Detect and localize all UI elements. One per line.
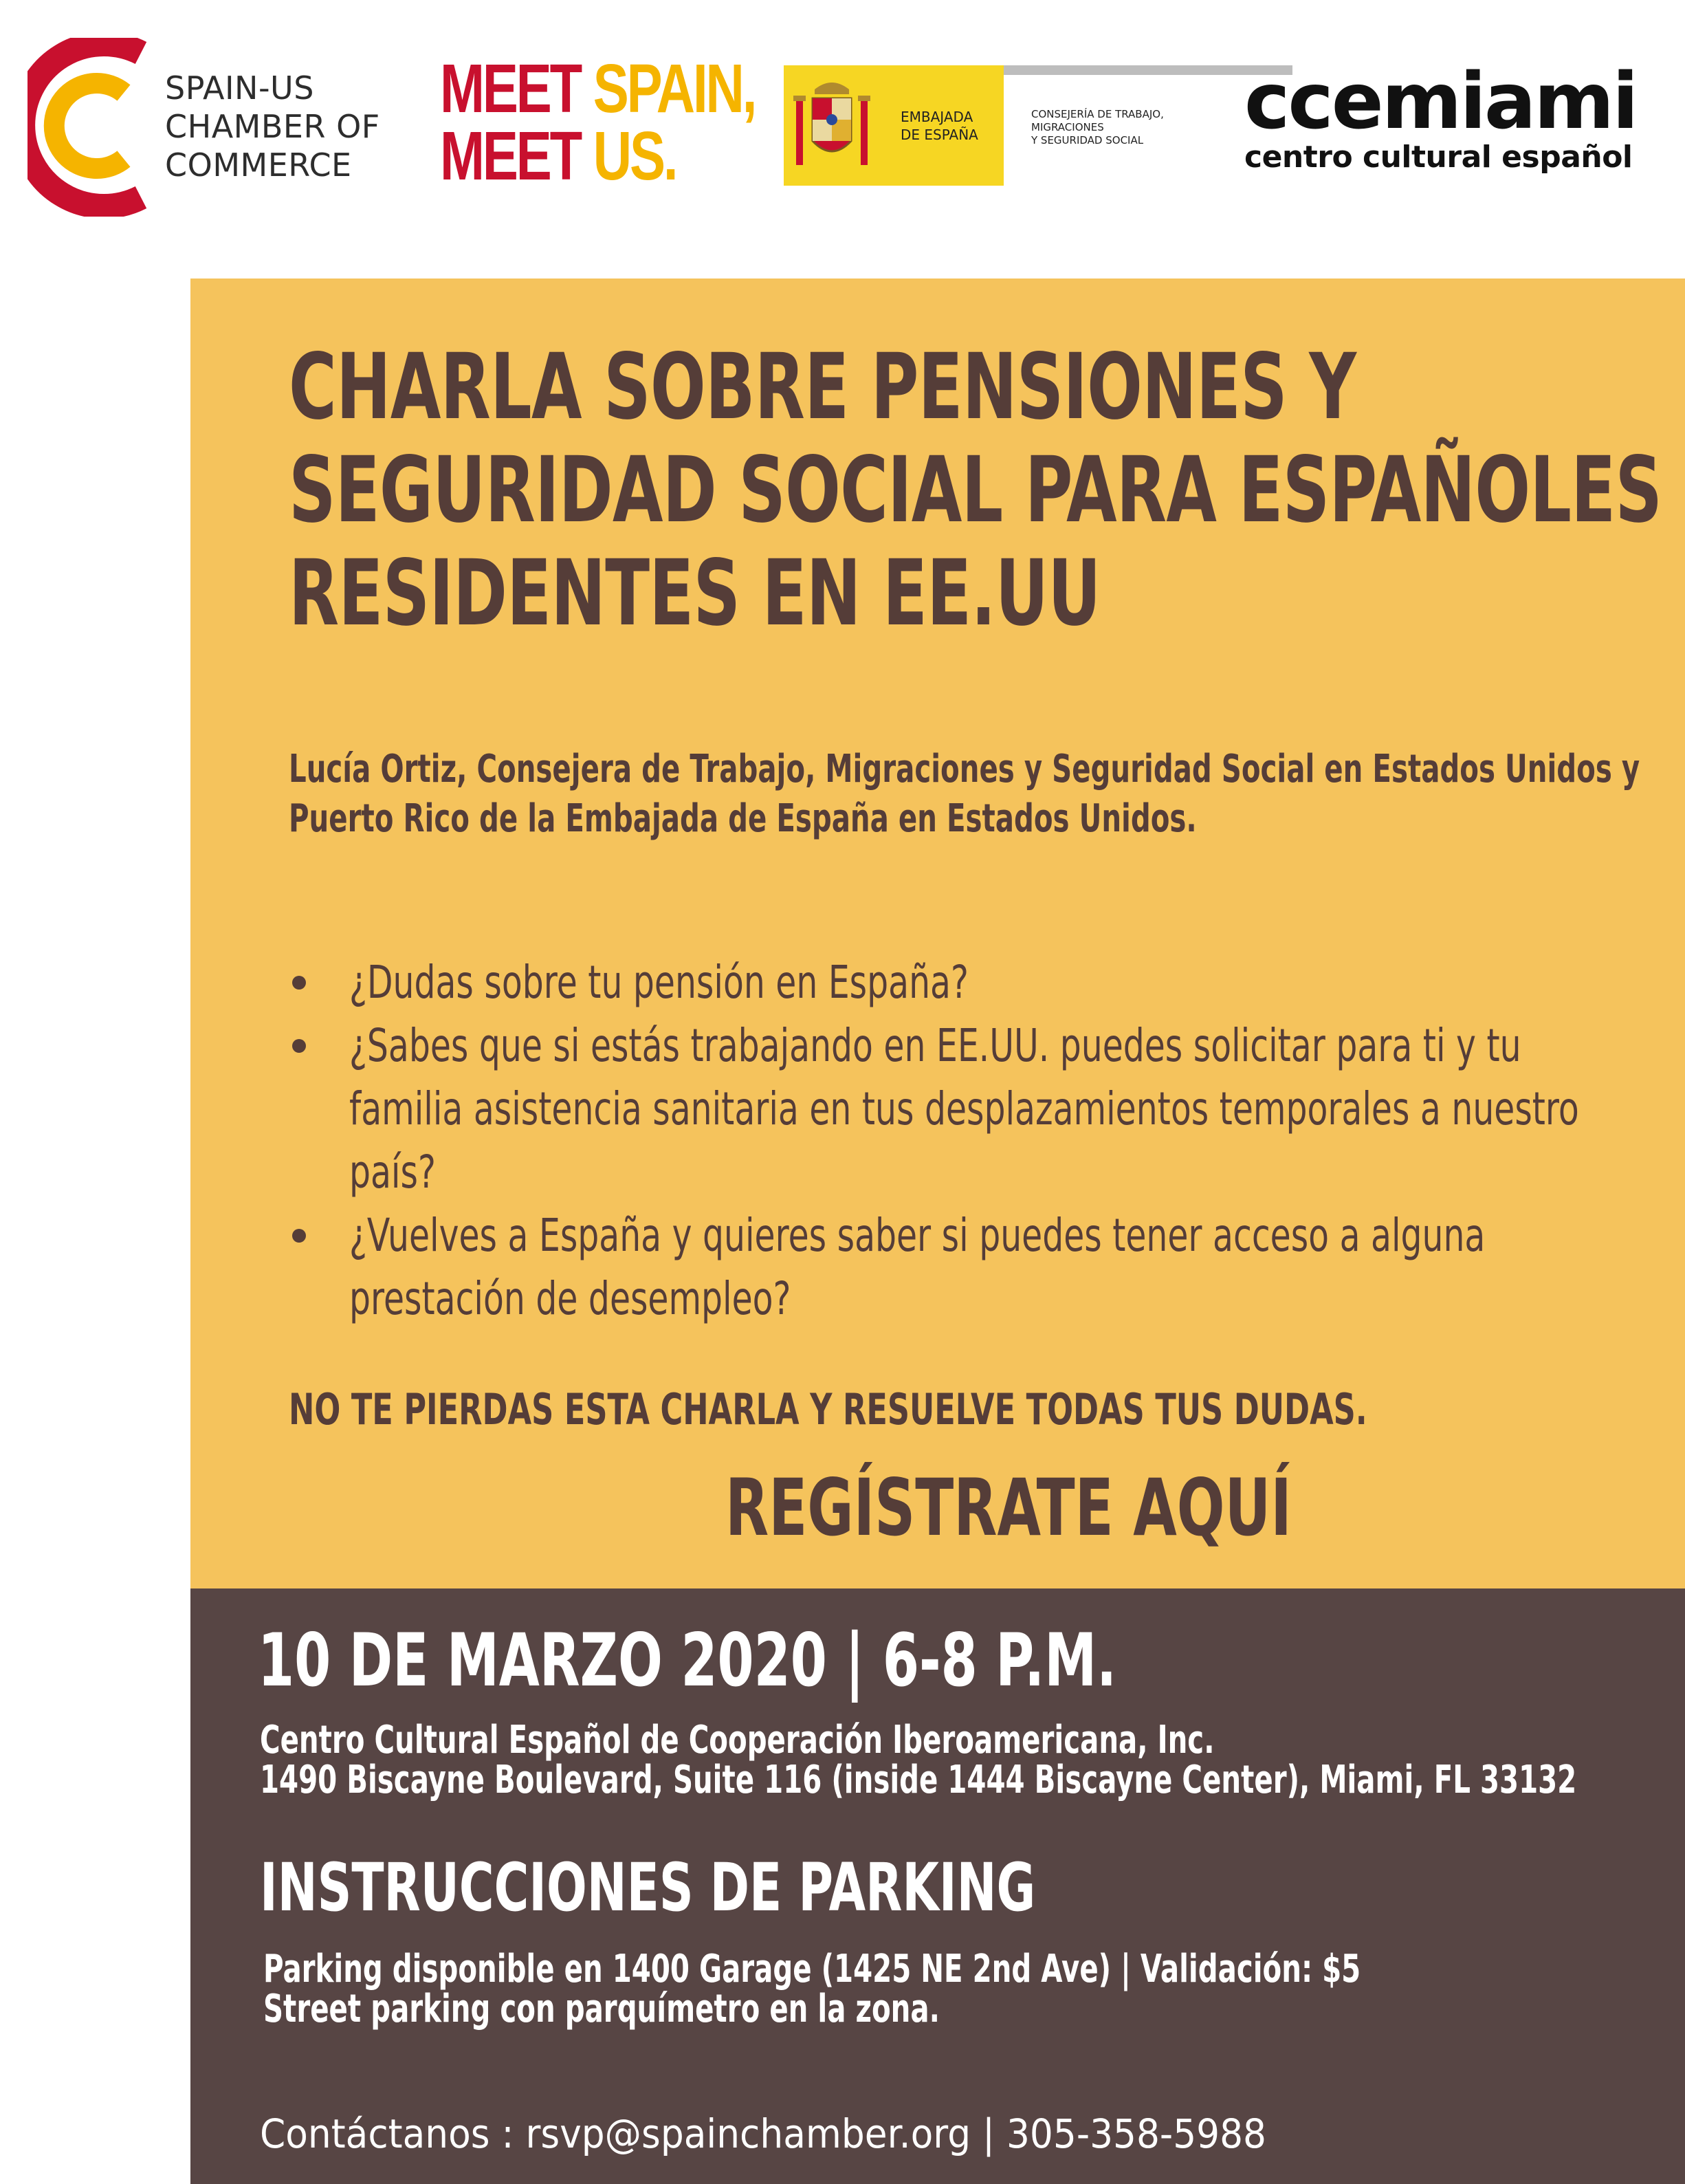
embassy-dept-line: MIGRACIONES bbox=[1031, 121, 1104, 133]
speaker-description bbox=[289, 745, 1685, 844]
spain-coat-of-arms-icon bbox=[784, 65, 880, 186]
bullet-icon bbox=[292, 1039, 306, 1053]
register-link[interactable]: REGÍSTRATE AQUÍ bbox=[725, 1462, 1292, 1553]
meet-word: MEET bbox=[440, 50, 581, 127]
embassy-logo bbox=[784, 65, 1196, 189]
chamber-c-emblem-icon bbox=[27, 38, 165, 217]
speaker-line: Lucía Ortiz, Consejera de Trabajo, Migraciones y Seguridad Social en Estados Unidos y bbox=[289, 747, 1640, 791]
list-item-line: ¿Vuelves a España y quieres saber si puedes tener acceso a alguna bbox=[349, 1209, 1486, 1262]
speaker-line: Puerto Rico de la Embajada de España en Estados Unidos. bbox=[289, 796, 1197, 841]
venue-line: Centro Cultural Español de Cooperación Iberoamericana, Inc. bbox=[260, 1718, 1215, 1762]
ccemiami-logo bbox=[1244, 57, 1671, 175]
call-to-action: NO TE PIERDAS ESTA CHARLA Y RESUELVE TODAS TUS DUDAS. bbox=[289, 1384, 1367, 1434]
chamber-name-line: COMMERCE bbox=[165, 146, 352, 184]
meet-word: MEET bbox=[440, 118, 581, 195]
embassy-dept-line: CONSEJERÍA DE TRABAJO, bbox=[1031, 108, 1164, 120]
parking-instructions bbox=[263, 1947, 1685, 2031]
meet-spain-meet-us-logo bbox=[440, 50, 756, 195]
ccemiami-subtitle: centro cultural español bbox=[1244, 140, 1633, 175]
title-line: CHARLA SOBRE PENSIONES Y bbox=[289, 334, 1356, 440]
title-line: SEGURIDAD SOCIAL PARA ESPAÑOLES bbox=[289, 437, 1662, 543]
logo-bar bbox=[0, 0, 1685, 275]
contact-info[interactable]: Contáctanos : rsvp@spainchamber.org | 305-358-5988 bbox=[260, 2110, 1266, 2157]
embassy-name-line: EMBAJADA bbox=[901, 109, 973, 125]
embassy-yellow-box bbox=[784, 65, 1004, 186]
embassy-name-line: DE ESPAÑA bbox=[901, 127, 978, 143]
ccemiami-wordmark: ccemiami bbox=[1244, 57, 1637, 146]
spain-us-chamber-logo bbox=[27, 38, 412, 217]
list-item-line: ¿Sabes que si estás trabajando en EE.UU. puedes solicitar para ti y tu bbox=[349, 1019, 1521, 1072]
bullet-icon bbox=[292, 976, 306, 990]
embassy-name bbox=[901, 108, 978, 144]
list-item-line: país? bbox=[349, 1146, 436, 1199]
list-item-line: ¿Dudas sobre tu pensión en España? bbox=[349, 956, 969, 1009]
bullet-icon bbox=[292, 1229, 306, 1243]
embassy-dept-line: Y SEGURIDAD SOCIAL bbox=[1031, 134, 1144, 146]
event-date-time: 10 DE MARZO 2020 | 6-8 P.M. bbox=[258, 1618, 1117, 1703]
venue-address bbox=[260, 1718, 1685, 1802]
title-line: RESIDENTES EN EE.UU bbox=[289, 540, 1101, 646]
event-title bbox=[289, 336, 1685, 645]
chamber-name-line: CHAMBER OF bbox=[165, 108, 380, 145]
list-item-line: prestación de desempleo? bbox=[349, 1272, 791, 1325]
us-word: US. bbox=[593, 118, 676, 195]
parking-line: Street parking con parquímetro en la zona. bbox=[263, 1987, 940, 2031]
chamber-name-line: SPAIN-US bbox=[165, 69, 314, 107]
chamber-name bbox=[165, 69, 412, 184]
parking-line: Parking disponible en 1400 Garage (1425 NE 2nd Ave) | Validación: $5 bbox=[263, 1947, 1361, 1991]
list-item-line: familia asistencia sanitaria en tus desplazamientos temporales a nuestro bbox=[349, 1082, 1579, 1135]
spain-word: SPAIN, bbox=[593, 50, 756, 127]
venue-line: 1490 Biscayne Boulevard, Suite 116 (inside 1444 Biscayne Center), Miami, FL 33132 bbox=[260, 1758, 1577, 1802]
parking-heading: INSTRUCCIONES DE PARKING bbox=[260, 1849, 1036, 1926]
embassy-department bbox=[1031, 108, 1210, 147]
